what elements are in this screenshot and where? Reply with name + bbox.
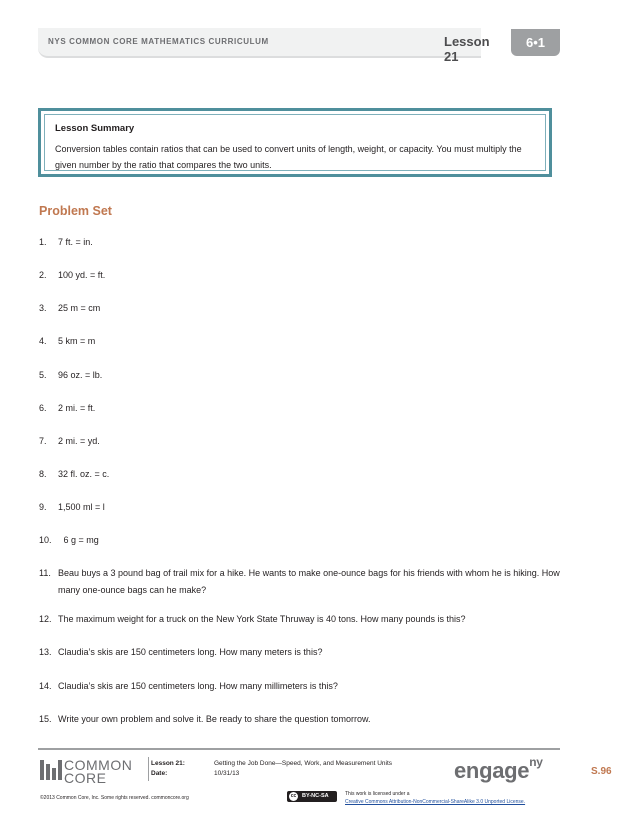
problem-number: 8. xyxy=(39,469,47,479)
engage-ny-superscript: ny xyxy=(529,754,543,769)
copyright-notice: ©2013 Common Core, Inc. Some rights reserved. commoncore.org xyxy=(40,795,189,801)
problem-1 xyxy=(39,237,93,247)
problem-number: 1. xyxy=(39,237,47,247)
problem-text: Beau buys a 3 pound bag of trail mix for a hike. He wants to make one-ounce bags for his friends with whom he is hiking. How many one-ounce bags can he make? xyxy=(58,568,560,595)
problem-12 xyxy=(39,614,466,624)
cc-icon: cc xyxy=(290,793,297,799)
problem-number: 15. xyxy=(39,714,52,724)
problem-text: 1,500 ml = l xyxy=(58,502,105,512)
curriculum-title: NYS COMMON CORE MATHEMATICS CURRICULUM xyxy=(48,37,269,46)
problem-number: 2. xyxy=(39,270,47,280)
license-text: This work is licensed under a xyxy=(345,791,410,797)
logo-text-line1: COMMON xyxy=(64,757,133,773)
problem-6 xyxy=(39,403,95,413)
problem-text: 7 ft. = in. xyxy=(58,237,93,247)
problem-number: 9. xyxy=(39,502,47,512)
problem-number: 12. xyxy=(39,614,52,624)
problem-3 xyxy=(39,303,100,313)
problem-5 xyxy=(39,370,102,380)
problem-10 xyxy=(39,535,99,545)
engageny-logo xyxy=(454,754,543,784)
problem-number: 3. xyxy=(39,303,47,313)
footer-date-label: Date: xyxy=(151,770,168,777)
problem-15 xyxy=(39,714,371,724)
problem-14 xyxy=(39,681,338,691)
footer-vertical-divider xyxy=(148,757,149,781)
problem-13 xyxy=(39,647,322,657)
creative-commons-badge[interactable] xyxy=(287,791,337,802)
summary-text: Conversion tables contain ratios that can be used to convert units of length, weight, or capacity. You must multiply the given number by the ratio that compares the two units. xyxy=(55,144,522,170)
problem-text: Claudia’s skis are 150 centimeters long. How many meters is this? xyxy=(58,647,323,657)
problem-text: 2 mi. = yd. xyxy=(58,436,100,446)
problem-11 xyxy=(39,565,563,599)
logo-text-line2: CORE xyxy=(64,770,107,786)
problem-text: 25 m = cm xyxy=(58,303,101,313)
footer-lesson-title: Getting the Job Done—Speed, Work, and Measurement Units xyxy=(214,760,393,767)
license-link[interactable]: Creative Commons Attribution-NonCommercial-ShareAlike 3.0 Unported License. xyxy=(345,799,526,805)
problem-9 xyxy=(39,502,105,512)
problem-7 xyxy=(39,436,100,446)
problem-4 xyxy=(39,336,95,346)
page-number: S.96 xyxy=(591,766,612,777)
lesson-number: Lesson 21 xyxy=(444,34,490,64)
engage-word: engage xyxy=(454,758,530,783)
problem-text: 100 yd. = ft. xyxy=(58,270,106,280)
problem-number: 10. xyxy=(39,535,52,545)
grade-module-badge: 6•1 xyxy=(511,29,560,56)
problem-text: 96 oz. = lb. xyxy=(58,370,103,380)
footer-date-value: 10/31/13 xyxy=(214,770,240,777)
problem-8 xyxy=(39,469,109,479)
problem-text: The maximum weight for a truck on the New York State Thruway is 40 tons. How many pounds is this? xyxy=(58,614,466,624)
header-bar xyxy=(38,28,490,64)
problem-set-title: Problem Set xyxy=(39,204,112,218)
page-header xyxy=(38,28,560,64)
lesson-summary-box xyxy=(38,108,552,177)
summary-title: Lesson Summary xyxy=(55,123,135,134)
problem-number: 11. xyxy=(39,568,51,578)
problem-2 xyxy=(39,270,105,280)
common-core-logo-icon xyxy=(40,760,62,780)
problem-text: 32 fl. oz. = c. xyxy=(58,469,110,479)
problem-text: 2 mi. = ft. xyxy=(58,403,96,413)
problem-text: Write your own problem and solve it. Be ready to share the question tomorrow. xyxy=(58,714,371,724)
problem-text: 5 km = m xyxy=(58,336,96,346)
problem-number: 14. xyxy=(39,681,52,691)
cc-badge-text: BY-NC-SA xyxy=(302,793,329,799)
problem-number: 7. xyxy=(39,436,47,446)
problem-text: 6 g = mg xyxy=(61,535,99,545)
problem-number: 4. xyxy=(39,336,47,346)
problem-text: Claudia’s skis are 150 centimeters long. How many millimeters is this? xyxy=(58,681,338,691)
problem-number: 13. xyxy=(39,647,52,657)
footer-lesson-label: Lesson 21: xyxy=(151,760,185,767)
problem-number: 5. xyxy=(39,370,47,380)
footer-divider-line xyxy=(38,748,560,750)
problem-number: 6. xyxy=(39,403,47,413)
